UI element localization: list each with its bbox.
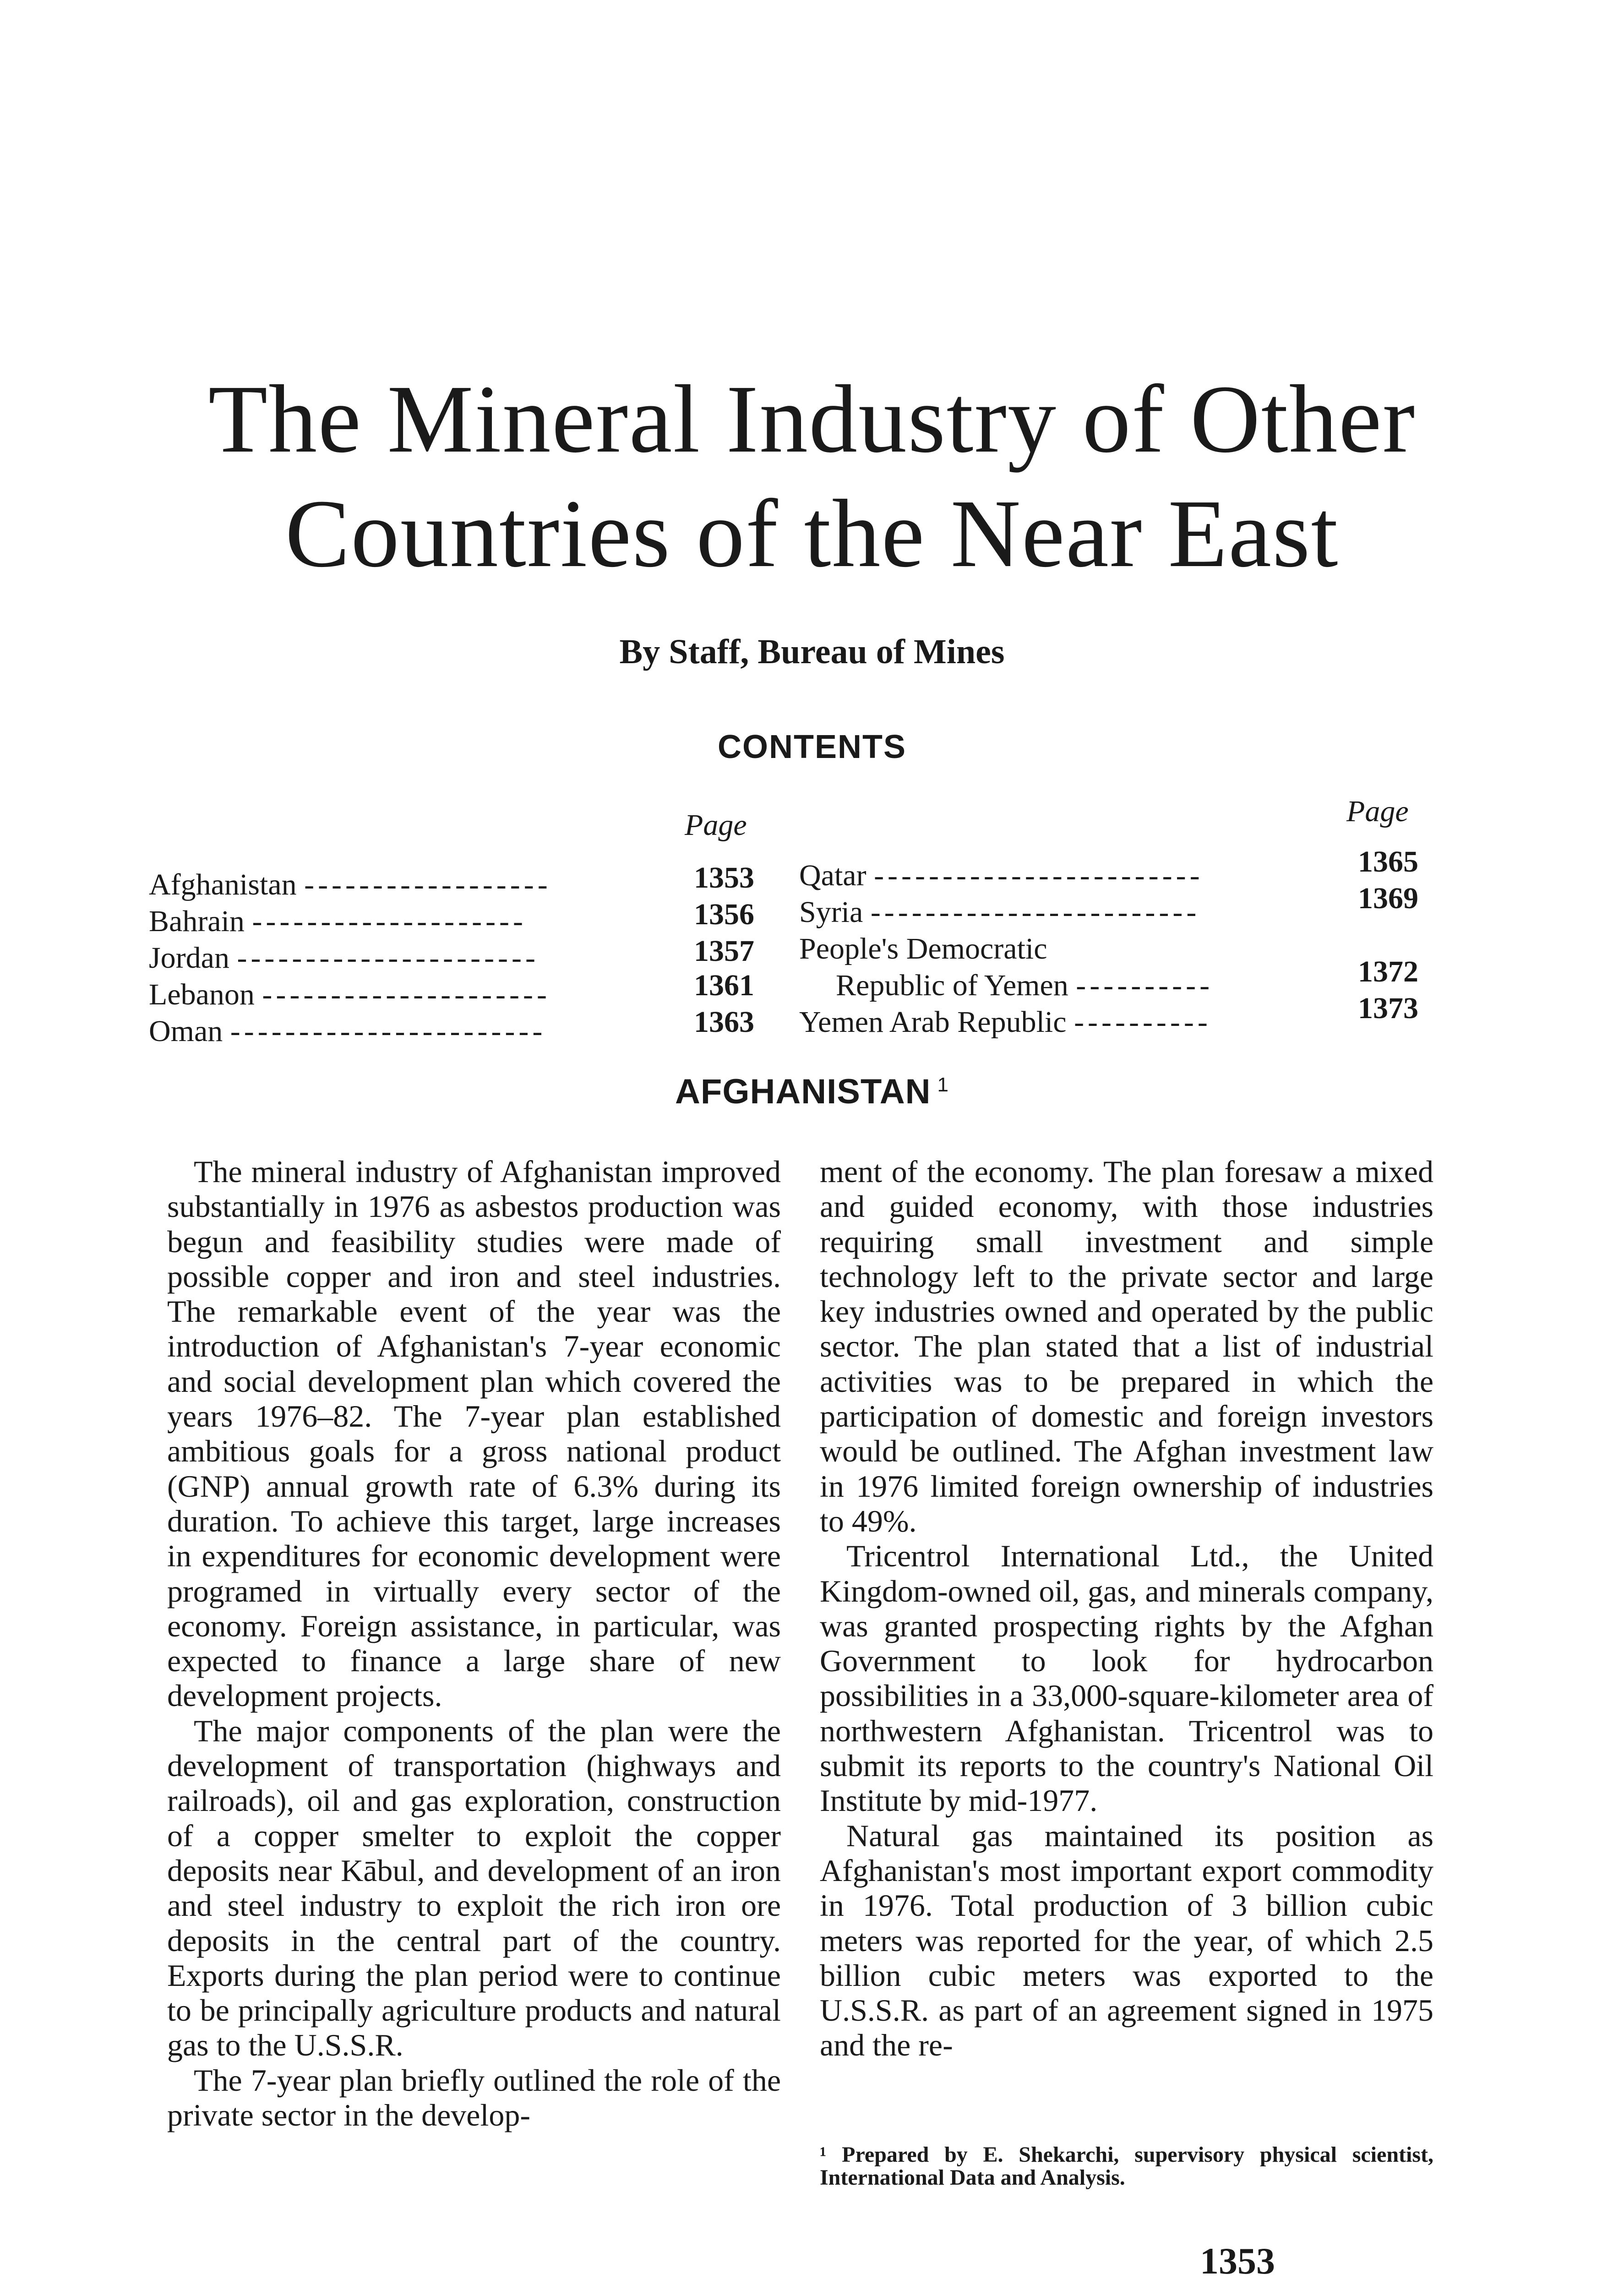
- paragraph: Tricentrol International Ltd., the United Kingdom-owned oil, gas, and minerals company, was granted prospecting rights by the Afghan Government to look for hydrocarbon possibilities in a 33,000-square-kilometer area of northwestern Afghanistan. Tricentrol was to submit its reports to the country's National Oil Institute by mid-1977.: [820, 1538, 1433, 1818]
- toc-left-page-label: Page: [685, 808, 747, 842]
- title-line-1: The Mineral Industry of Other: [208, 365, 1416, 473]
- footnote: ¹ Prepared by E. Shekarchi, supervisory physical scientist, International Data and Analysis.: [820, 2143, 1433, 2190]
- toc-leader: --------------------: [252, 905, 527, 938]
- page-number: 1353: [1200, 2240, 1275, 2282]
- toc-right-page-label: Page: [1346, 795, 1409, 828]
- toc-entry[interactable]: [799, 856, 1204, 895]
- toc-entry-name: Republic of Yemen: [836, 969, 1068, 1002]
- toc-leader: -----------------------: [230, 1014, 546, 1048]
- toc-entry-name: People's Democratic: [799, 932, 1047, 965]
- toc-entry[interactable]: [149, 976, 550, 1014]
- toc-entry[interactable]: [799, 930, 1047, 968]
- toc-entry-name: Jordan: [149, 941, 229, 975]
- toc-entry-page: 1357: [694, 934, 754, 968]
- toc-entry-name: Syria: [799, 895, 863, 929]
- toc-entry-page: 1372: [1358, 955, 1418, 988]
- toc-entry-page: 1373: [1358, 992, 1418, 1025]
- toc-entry-page: 1361: [694, 969, 754, 1002]
- toc-entry-page: 1365: [1358, 845, 1418, 878]
- toc-entry-name: Lebanon: [149, 978, 255, 1011]
- toc-entry-name: Afghanistan: [149, 868, 297, 901]
- toc-entry[interactable]: [836, 966, 1213, 1005]
- toc-leader: ------------------------: [870, 895, 1200, 929]
- byline: By Staff, Bureau of Mines: [619, 632, 1005, 671]
- toc-entry[interactable]: [149, 939, 539, 977]
- toc-leader: ------------------: [304, 868, 551, 901]
- toc-entry[interactable]: [799, 1003, 1211, 1041]
- toc-entry-name: Oman: [149, 1014, 223, 1048]
- toc-leader: ------------------------: [874, 859, 1204, 892]
- toc-leader: ----------: [1074, 1005, 1211, 1039]
- toc-leader: ----------: [1076, 969, 1214, 1002]
- right-column: [820, 1154, 1433, 2063]
- paragraph: Natural gas maintained its position as Afghanistan's most important export commodity in 1976. Total production of 3 billion cubic meters was reported for the year, of which 2.5 billion cubic meters was exported to the U.S.S.R. as part of an agreement signed in 1975 and the re-: [820, 1818, 1433, 2063]
- toc-entry[interactable]: [149, 902, 527, 941]
- toc-entry-page: 1369: [1358, 882, 1418, 915]
- toc-entry-name: Bahrain: [149, 905, 245, 938]
- toc-entry-page: 1356: [694, 898, 754, 931]
- table-of-contents: [0, 0, 1624, 1053]
- footnote-marker: 1: [937, 1073, 949, 1096]
- toc-entry-name: Yemen Arab Republic: [799, 1005, 1067, 1039]
- toc-leader: ---------------------: [262, 978, 550, 1011]
- title-line-2: Countries of the Near East: [285, 480, 1339, 587]
- toc-entry[interactable]: [149, 866, 551, 904]
- paragraph: The major components of the plan were the development of transportation (highways and railroads), oil and gas exploration, construction of a copper smelter to exploit the copper deposits near Kābul, and development of an iron and steel industry to exploit the rich iron ore deposits in the central part of the country. Exports during the plan period were to continue to be principally agriculture products and natural gas to the U.S.S.R.: [167, 1713, 781, 2063]
- toc-entry-name: Qatar: [799, 859, 866, 892]
- toc-entry-page: 1353: [694, 861, 754, 894]
- contents-heading: CONTENTS: [718, 729, 906, 765]
- toc-leader: ----------------------: [237, 941, 539, 975]
- paragraph: The 7-year plan briefly outlined the role of the private sector in the develop-: [167, 2062, 781, 2133]
- paragraph: ment of the economy. The plan foresaw a mixed and guided economy, with those industries requiring small investment and simple technology left to the private sector and large key industries owned and operated by the public sector. The plan stated that a list of industrial activities was to be prepared in which the participation of domestic and foreign investors would be outlined. The Afghan investment law in 1976 limited foreign ownership of industries to 49%.: [820, 1154, 1433, 1538]
- toc-entry-page: 1363: [694, 1005, 754, 1039]
- toc-entry[interactable]: [799, 893, 1200, 932]
- section-heading: [0, 1072, 1624, 1112]
- section-title: AFGHANISTAN: [675, 1072, 931, 1111]
- toc-entry[interactable]: [149, 1012, 546, 1051]
- paragraph: The mineral industry of Afghanistan improved substantially in 1976 as asbestos production was begun and feasibility studies were made of possible copper and iron and steel industries. The remarkable event of the year was the introduction of Afghanistan's 7-year economic and social development plan which covered the years 1976–82. The 7-year plan established ambitious goals for a gross national product (GNP) annual growth rate of 6.3% during its duration. To achieve this target, large increases in expenditures for economic development were programed in virtually every sector of the economy. Foreign assistance, in particular, was expected to finance a large share of new development projects.: [167, 1154, 781, 1713]
- left-column: [167, 1154, 781, 2132]
